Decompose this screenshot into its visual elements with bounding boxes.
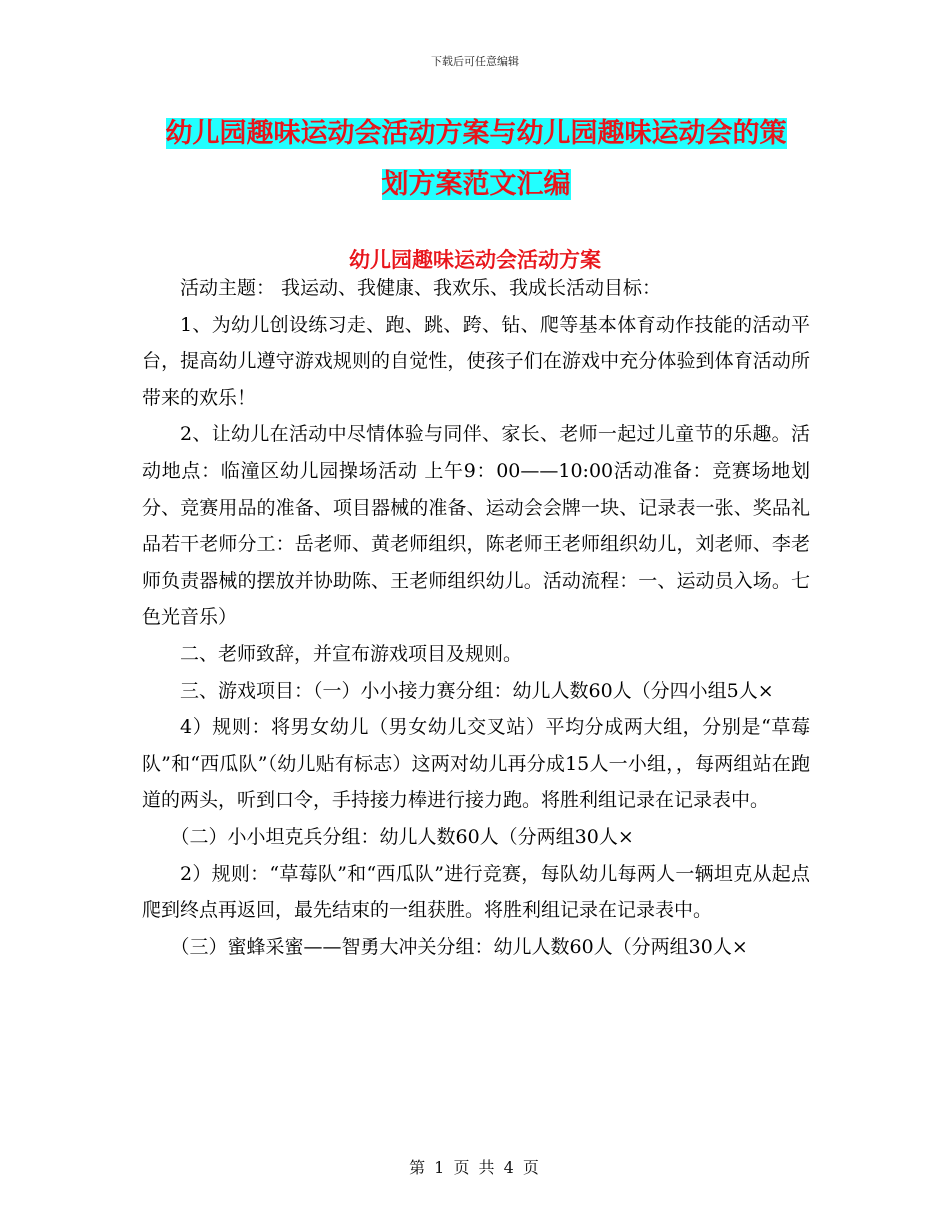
paragraph-goal-2: 2、让幼儿在活动中尽情体验与同伴、家长、老师一起过儿童节的乐趣。活动地点：临潼区幼儿园操场活动 上午9：00——10:00活动准备：竞赛场地划分、竞赛用品的准备、项目器械的准备、运动会会牌一块、记录表一张、奖品礼品若干老师分工：岳老师、黄老师组织，陈老师王老师组织幼儿，刘老师、李老师负责器械的摆放并协助陈、王老师组织幼儿。活动流程：一、运动员入场。七色光音乐） — [142, 423, 810, 629]
title-highlight-2: 划方案范文汇编 — [381, 169, 571, 200]
paragraph-tank-rules: 2）规则：“草莓队”和“西瓜队”进行竞赛，每队幼儿每两人一辆坦克从起点爬到终点再返回，最先结束的一组获胜。将胜利组记录在记录表中。 — [142, 862, 810, 922]
paragraph-speech: 二、老师致辞，并宣布游戏项目及规则。 — [180, 642, 523, 665]
document-title-line-2 — [142, 159, 810, 210]
document-body — [142, 270, 810, 965]
paragraph-game-items: 三、游戏项目：（一）小小接力赛分组：幼儿人数60人（分四小组5人× — [180, 679, 774, 702]
section-title: 幼儿园趣味运动会活动方案 — [349, 248, 601, 272]
header-note: 下载后可任意编辑 — [431, 55, 519, 68]
paragraph-theme: 活动主题： 我运动、我健康、我欢乐、我成长活动目标： — [180, 277, 662, 299]
title-highlight-1: 幼儿园趣味运动会活动方案与幼儿园趣味运动会的策 — [165, 118, 787, 149]
page-number: 第 1 页 共 4 页 — [409, 1158, 541, 1177]
paragraph-bee-group: （三）蜜蜂采蜜——智勇大冲关分组：幼儿人数60人（分两组30人× — [170, 935, 748, 958]
paragraph-tank-group: （二）小小坦克兵分组：幼儿人数60人（分两组30人× — [170, 825, 634, 848]
paragraph-goal-1: 1、为幼儿创设练习走、跑、跳、跨、钻、爬等基本体育动作技能的活动平台，提高幼儿遵守游戏规则的自觉性，使孩子们在游戏中充分体验到体育活动所带来的欢乐！ — [142, 313, 810, 409]
document-title-line-1 — [142, 108, 810, 159]
paragraph-relay-rules: 4）规则：将男女幼儿（男女幼儿交叉站）平均分成两大组，分别是“草莓队”和“西瓜队”（幼儿贴有标志）这两对幼儿再分成15人一小组，，每两组站在跑道的两头，听到口令，手持接力棒进行接力跑。将胜利组记录在记录表中。 — [142, 716, 810, 812]
document-title — [142, 108, 810, 210]
